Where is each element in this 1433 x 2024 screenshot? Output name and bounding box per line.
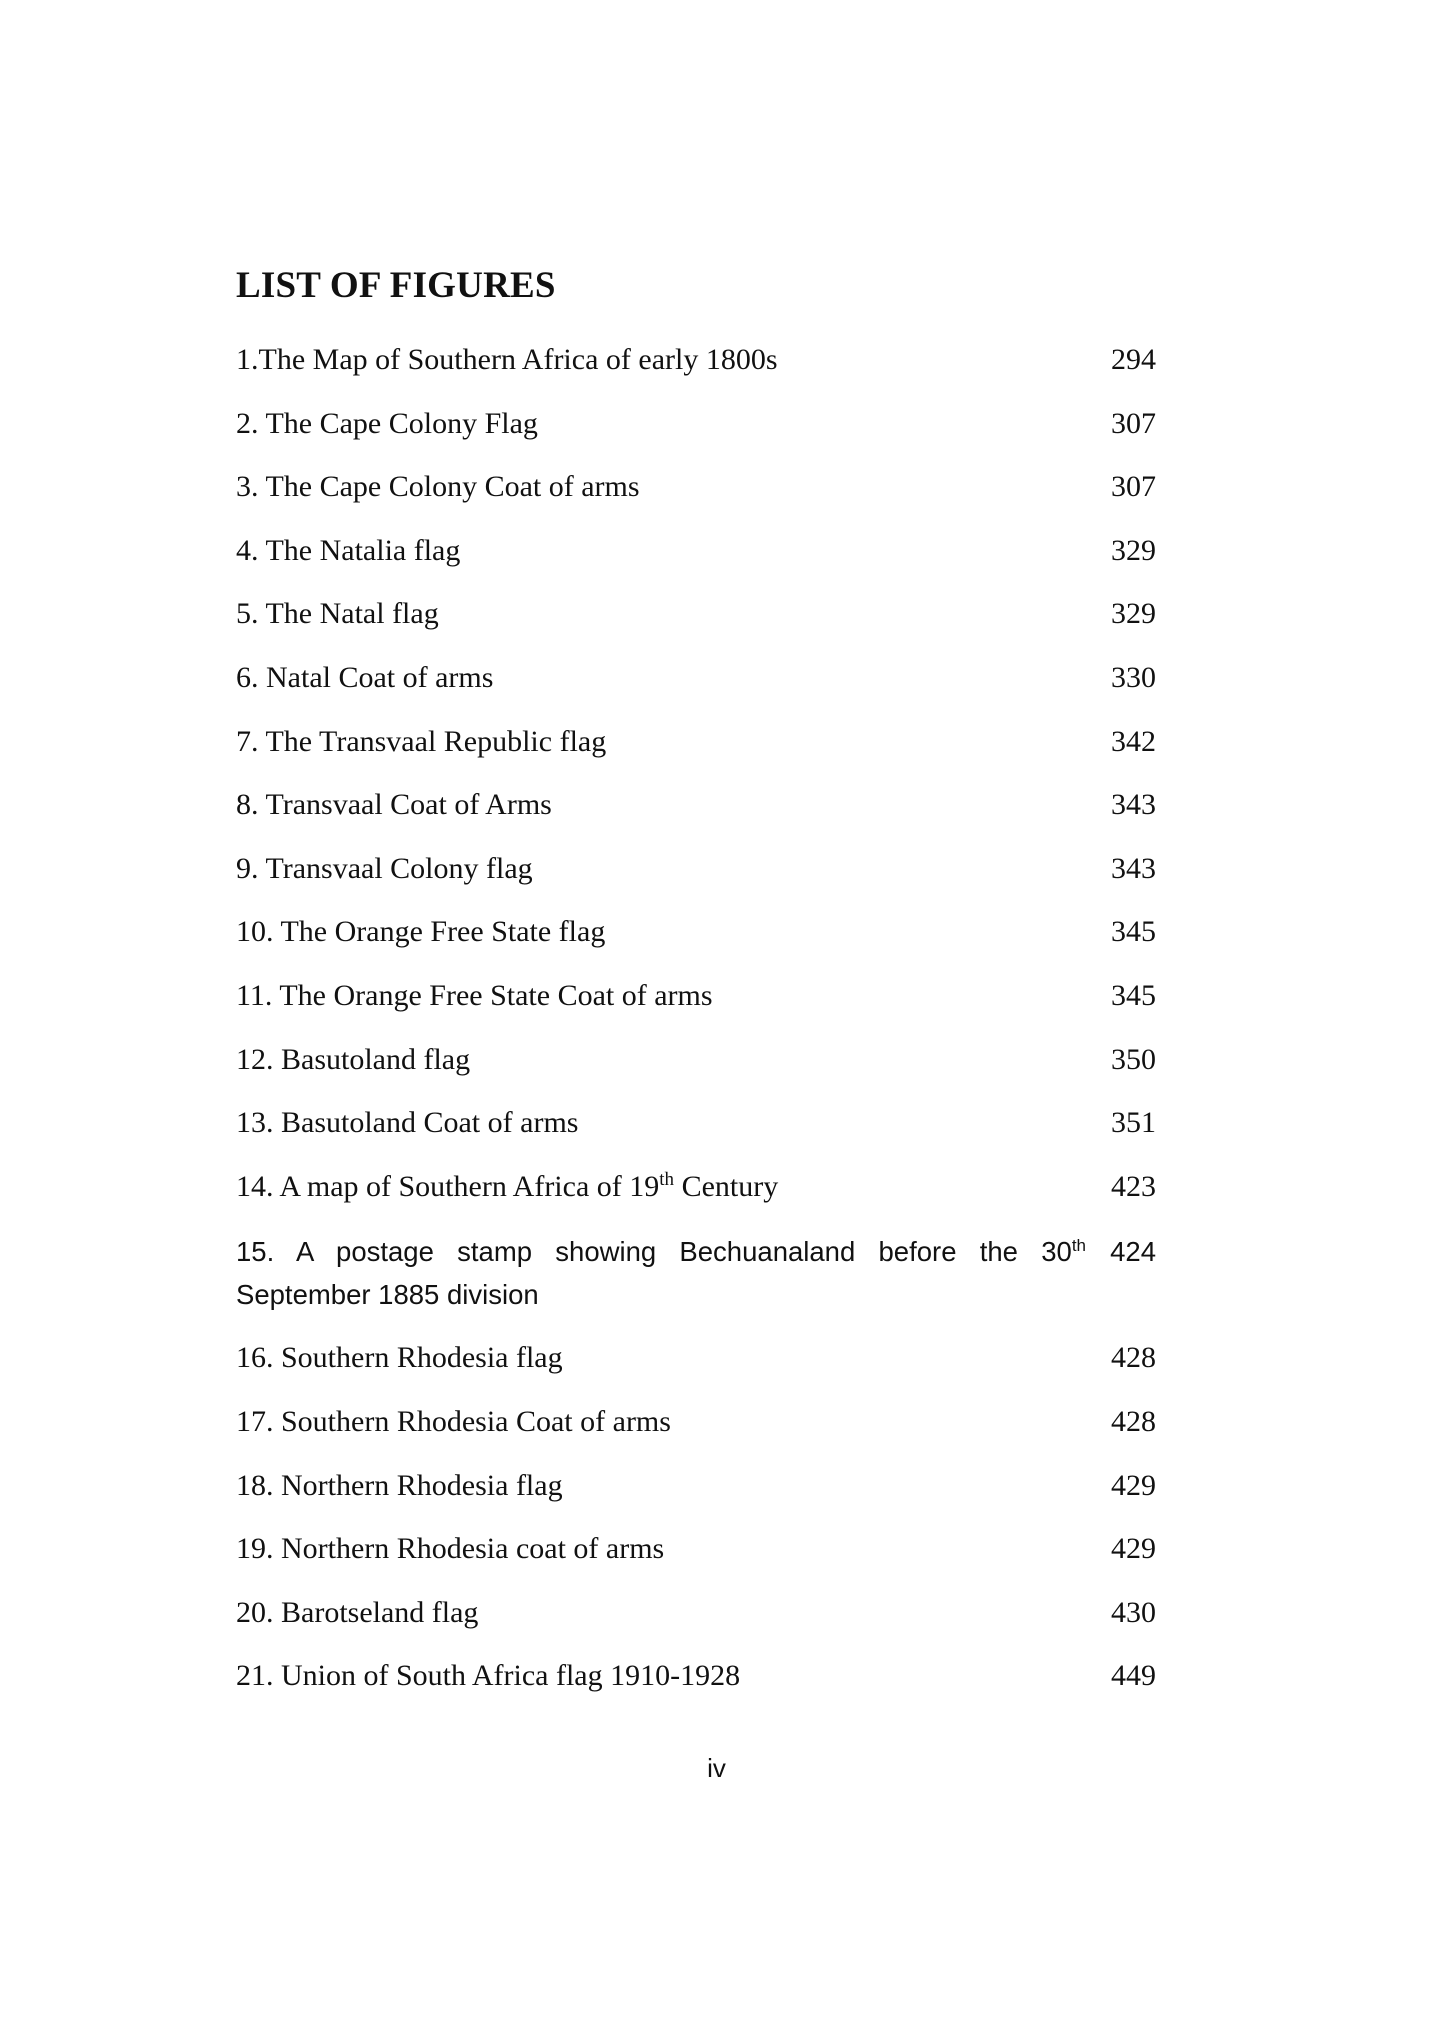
figure-page-number: 343 — [1111, 788, 1156, 822]
ordinal-suffix: th — [1071, 1236, 1086, 1256]
figure-page-number: 345 — [1111, 915, 1156, 949]
figure-title — [236, 1167, 778, 1207]
figure-page-number: 351 — [1111, 1106, 1156, 1140]
figure-entry — [236, 1040, 1156, 1104]
figure-title: 1.The Map of Southern Africa of early 1800s — [236, 343, 778, 376]
figure-title: 18. Northern Rhodesia flag — [236, 1468, 563, 1502]
figure-entry — [236, 404, 1156, 468]
figure-title: 20. Barotseland flag — [236, 1595, 479, 1629]
figure-title-text: 15. A postage stamp showing Bechuanaland before the 30 — [236, 1236, 1072, 1268]
figure-title-line — [236, 1230, 1086, 1273]
figure-title: 6. Natal Coat of arms — [236, 660, 494, 694]
figure-page-number: 307 — [1111, 470, 1156, 504]
page-heading: LIST OF FIGURES — [236, 265, 556, 306]
figure-title: 16. Southern Rhodesia flag — [236, 1341, 563, 1375]
figure-page-number: 350 — [1111, 1042, 1156, 1076]
figure-entry — [236, 340, 1156, 404]
figure-entry — [236, 722, 1156, 786]
figure-entry — [236, 1338, 1156, 1402]
figure-title: 4. The Natalia flag — [236, 533, 461, 567]
figure-title: 8. Transvaal Coat of Arms — [236, 788, 552, 822]
figure-page-number: 343 — [1111, 851, 1156, 885]
figure-page-number: 345 — [1111, 978, 1156, 1012]
figure-title-text: 14. A map of Southern Africa of 19 — [236, 1169, 660, 1203]
figure-page-number: 294 — [1111, 343, 1156, 376]
figure-page-number: 429 — [1111, 1468, 1156, 1502]
figure-entry — [236, 1466, 1156, 1530]
figure-page-number: 342 — [1111, 724, 1156, 758]
figure-title: 7. The Transvaal Republic flag — [236, 724, 607, 758]
figure-entry — [236, 1593, 1156, 1657]
figure-title — [236, 1230, 1086, 1316]
page-folio: iv — [707, 1753, 726, 1783]
figure-title: 11. The Orange Free State Coat of arms — [236, 978, 713, 1012]
figure-title: 17. Southern Rhodesia Coat of arms — [236, 1404, 671, 1438]
figure-title: 19. Northern Rhodesia coat of arms — [236, 1532, 665, 1566]
figures-list — [236, 340, 1156, 1720]
figure-entry — [236, 849, 1156, 913]
figure-page-number: 449 — [1111, 1659, 1156, 1693]
figure-page-number: 429 — [1111, 1532, 1156, 1566]
figure-title: 12. Basutoland flag — [236, 1042, 471, 1076]
figure-entry — [236, 531, 1156, 595]
figure-entry — [236, 1656, 1156, 1720]
figure-entry — [236, 785, 1156, 849]
figure-title: 5. The Natal flag — [236, 597, 439, 631]
figure-page-number: 329 — [1111, 533, 1156, 567]
figure-entry — [236, 1167, 1156, 1231]
figure-page-number: 423 — [1111, 1169, 1156, 1203]
figure-page-number: 307 — [1111, 406, 1156, 440]
figure-title-text: Century — [674, 1169, 779, 1203]
figure-entry — [236, 1103, 1156, 1167]
figure-title: 9. Transvaal Colony flag — [236, 851, 533, 885]
figure-title: 13. Basutoland Coat of arms — [236, 1106, 579, 1140]
figure-title: 10. The Orange Free State flag — [236, 915, 606, 949]
figure-page-number: 329 — [1111, 597, 1156, 631]
figure-page-number: 428 — [1111, 1404, 1156, 1438]
figure-entry — [236, 1529, 1156, 1593]
figure-page-number: 330 — [1111, 660, 1156, 694]
figure-page-number: 424 — [1110, 1236, 1156, 1268]
figure-title: 21. Union of South Africa flag 1910-1928 — [236, 1659, 741, 1693]
figure-page-number: 428 — [1111, 1341, 1156, 1375]
figure-entry — [236, 1402, 1156, 1466]
figure-entry — [236, 976, 1156, 1040]
ordinal-suffix: th — [659, 1168, 675, 1190]
figure-title: 2. The Cape Colony Flag — [236, 406, 538, 440]
figure-title-line: September 1885 division — [236, 1279, 539, 1311]
figure-entry — [236, 594, 1156, 658]
figure-entry — [236, 1230, 1156, 1338]
figure-title: 3. The Cape Colony Coat of arms — [236, 470, 640, 504]
figure-entry — [236, 912, 1156, 976]
figure-entry — [236, 658, 1156, 722]
figure-entry — [236, 467, 1156, 531]
figure-page-number: 430 — [1111, 1595, 1156, 1629]
